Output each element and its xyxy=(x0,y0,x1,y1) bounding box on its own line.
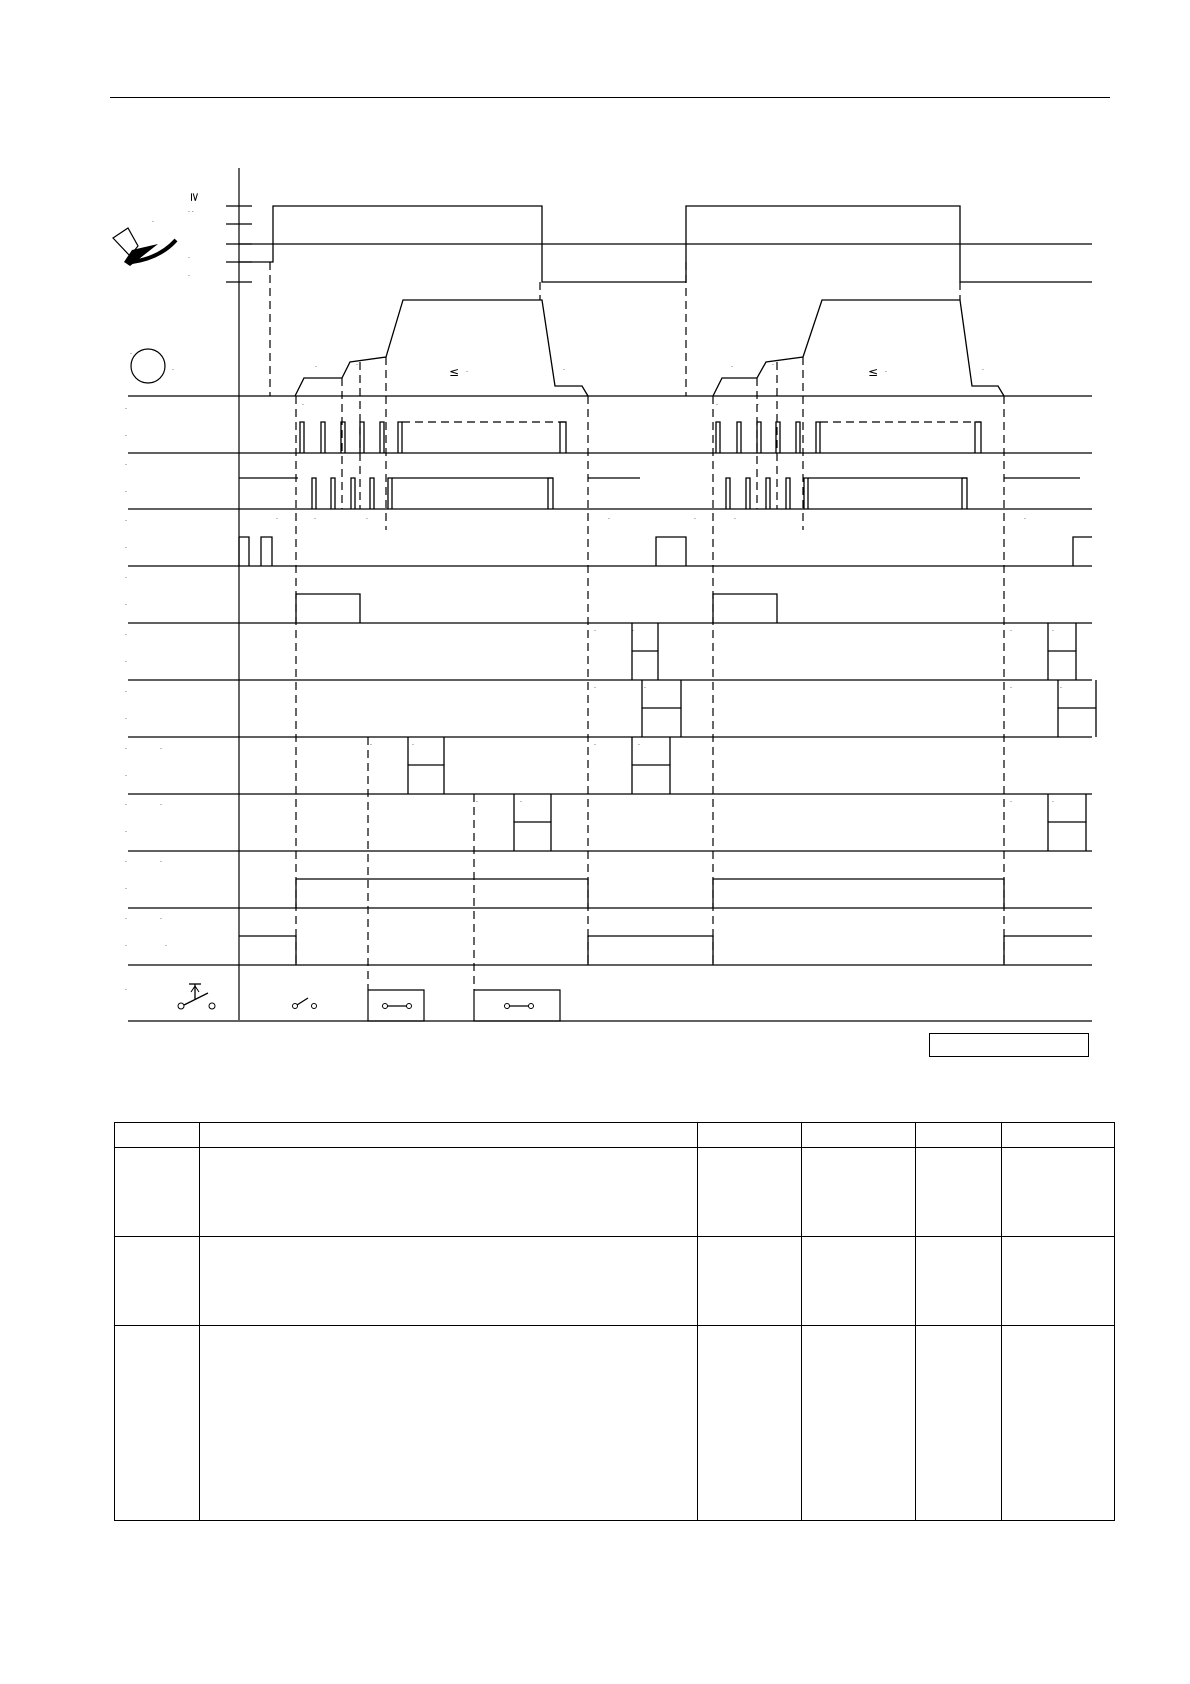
svg-text:.: . xyxy=(594,626,596,633)
svg-text:.: . xyxy=(125,914,127,921)
svg-text:.: . xyxy=(315,362,317,369)
table-cell xyxy=(698,1237,802,1326)
table-row xyxy=(115,1237,1115,1326)
svg-text:.: . xyxy=(125,657,127,664)
svg-text:.: . xyxy=(125,827,127,834)
svg-text:.: . xyxy=(165,941,167,948)
svg-text:.: . xyxy=(125,600,127,607)
dashed-markers xyxy=(270,262,1004,990)
accelerator-pedal-icon xyxy=(113,192,202,278)
table-cell xyxy=(802,1237,916,1326)
row-separators xyxy=(128,396,1092,1021)
svg-text:≥: ≥ xyxy=(188,192,202,203)
svg-text:.: . xyxy=(125,771,127,778)
svg-text:.: . xyxy=(125,687,127,694)
svg-text:.: . xyxy=(1024,514,1026,521)
svg-text:.: . xyxy=(314,514,316,521)
table-cell xyxy=(802,1326,916,1521)
svg-text:.: . xyxy=(125,431,127,438)
svg-text:.: . xyxy=(366,514,368,521)
svg-text:.: . xyxy=(563,365,565,372)
table-cell xyxy=(1002,1237,1115,1326)
svg-text:.: . xyxy=(125,714,127,721)
svg-text:.: . xyxy=(412,740,414,747)
output-a-signal xyxy=(300,400,981,453)
svg-text:.: . xyxy=(982,365,984,372)
svg-text:.: . xyxy=(1060,683,1062,690)
svg-text:.: . xyxy=(125,985,127,992)
svg-text:.: . xyxy=(125,460,127,467)
output-d-signal xyxy=(296,594,777,623)
table-cell xyxy=(698,1326,802,1521)
svg-text:.: . xyxy=(476,797,478,804)
speed-limit-label-2: ≤ xyxy=(868,365,879,379)
svg-text:.: . xyxy=(644,683,646,690)
svg-text:.: . xyxy=(1010,626,1012,633)
output-b-signal xyxy=(239,478,1080,509)
table-cell xyxy=(1002,1326,1115,1521)
svg-text:.: . xyxy=(276,514,278,521)
svg-text:.: . xyxy=(188,253,190,260)
table-header-cell xyxy=(698,1123,802,1148)
svg-text:.: . xyxy=(125,630,127,637)
brake-switch-row xyxy=(178,984,560,1021)
svg-text:.: . xyxy=(734,514,736,521)
svg-text:.: . xyxy=(125,744,127,751)
svg-text:.: . xyxy=(594,683,596,690)
output-c-signal xyxy=(239,514,1092,566)
svg-text:.: . xyxy=(341,400,343,407)
svg-text:.: . xyxy=(1010,797,1012,804)
output-g-signal xyxy=(370,737,670,794)
svg-text:.: . xyxy=(356,360,358,367)
table-cell xyxy=(916,1326,1002,1521)
table-cell xyxy=(698,1148,802,1237)
svg-text:.: . xyxy=(1052,626,1054,633)
svg-text:.: . xyxy=(638,740,640,747)
svg-text:.: . xyxy=(125,543,127,550)
svg-text:.: . xyxy=(731,362,733,369)
svg-text:. .: . . xyxy=(188,207,194,214)
table-row xyxy=(115,1326,1115,1521)
table-cell xyxy=(200,1148,698,1237)
svg-text:.: . xyxy=(757,400,759,407)
table-cell xyxy=(115,1237,200,1326)
table-cell xyxy=(916,1148,1002,1237)
svg-text:.: . xyxy=(1052,797,1054,804)
svg-text:.: . xyxy=(130,349,132,356)
table-cell xyxy=(200,1326,698,1521)
table-header-cell xyxy=(916,1123,1002,1148)
legend-box xyxy=(929,1033,1089,1057)
table-header-row xyxy=(115,1123,1115,1148)
row-label-markers xyxy=(125,404,167,992)
table-cell xyxy=(115,1326,200,1521)
svg-text:.: . xyxy=(608,514,610,521)
pedal-signal xyxy=(239,206,1092,282)
svg-text:.: . xyxy=(172,365,174,372)
svg-text:.: . xyxy=(125,857,127,864)
speed-limit-label-1: ≤ xyxy=(449,365,460,379)
svg-text:.: . xyxy=(160,800,162,807)
svg-text:.: . xyxy=(125,573,127,580)
svg-text:.: . xyxy=(125,487,127,494)
svg-text:.: . xyxy=(302,400,304,407)
engine-speed-icon xyxy=(130,349,174,383)
svg-text:.: . xyxy=(152,217,154,224)
svg-text:.: . xyxy=(466,367,468,374)
svg-text:.: . xyxy=(188,271,190,278)
svg-text:.: . xyxy=(125,404,127,411)
svg-text:.: . xyxy=(125,884,127,891)
svg-text:.: . xyxy=(125,800,127,807)
table-row xyxy=(115,1148,1115,1237)
output-h-signal xyxy=(476,794,1086,851)
spec-table xyxy=(114,1122,1115,1521)
svg-text:.: . xyxy=(632,626,634,633)
table-header-cell xyxy=(200,1123,698,1148)
svg-text:.: . xyxy=(160,744,162,751)
table-header-cell xyxy=(1002,1123,1115,1148)
table-cell xyxy=(200,1237,698,1326)
output-j-signal xyxy=(239,936,1092,965)
table-cell xyxy=(916,1237,1002,1326)
svg-text:.: . xyxy=(160,857,162,864)
svg-text:.: . xyxy=(370,740,372,747)
svg-text:.: . xyxy=(520,797,522,804)
output-f-signal xyxy=(594,680,1096,737)
svg-text:.: . xyxy=(125,941,127,948)
svg-text:.: . xyxy=(125,516,127,523)
table-cell xyxy=(115,1148,200,1237)
svg-text:.: . xyxy=(772,360,774,367)
table-cell xyxy=(802,1148,916,1237)
svg-text:.: . xyxy=(160,914,162,921)
table-header-cell xyxy=(115,1123,200,1148)
svg-text:.: . xyxy=(594,740,596,747)
table-header-cell xyxy=(802,1123,916,1148)
svg-text:.: . xyxy=(694,514,696,521)
table-cell xyxy=(1002,1148,1115,1237)
svg-text:.: . xyxy=(885,367,887,374)
output-i-signal xyxy=(296,879,1004,908)
svg-text:.: . xyxy=(716,400,718,407)
engine-speed-signal xyxy=(295,300,1004,396)
svg-text:.: . xyxy=(1010,683,1012,690)
